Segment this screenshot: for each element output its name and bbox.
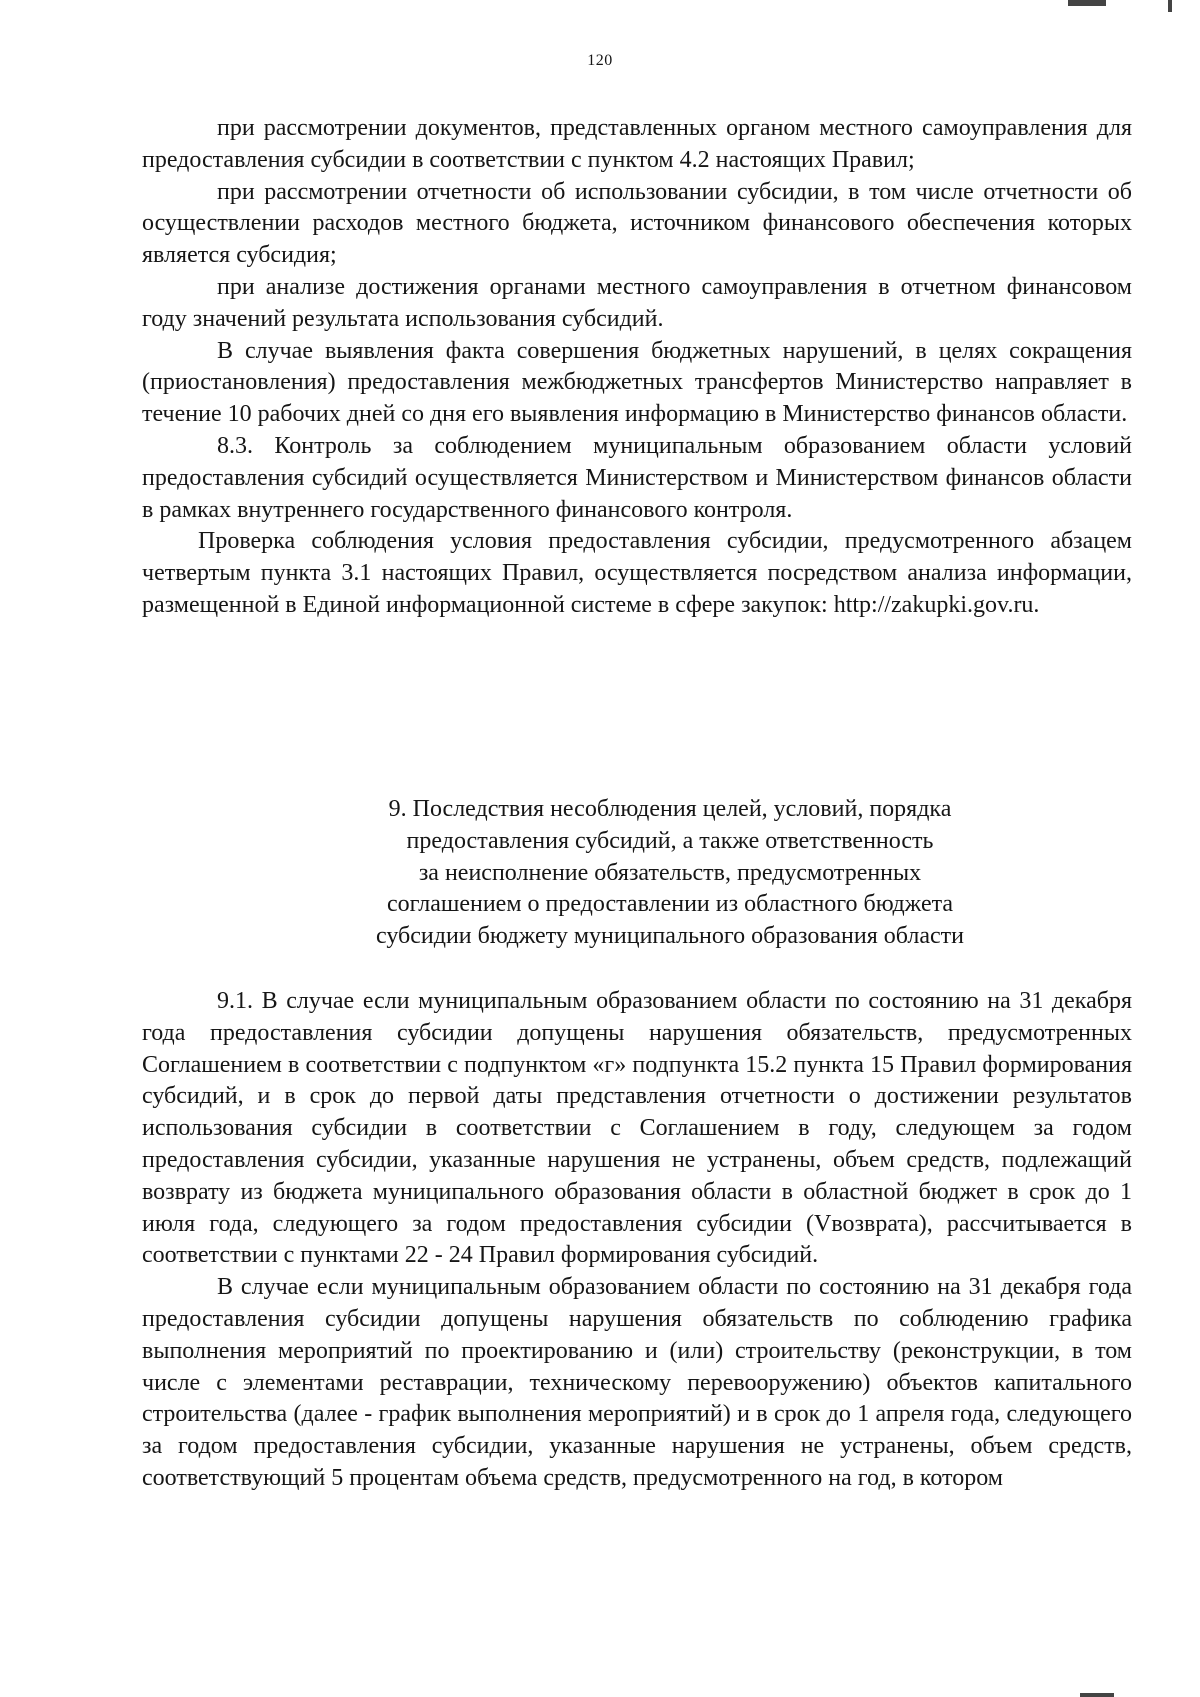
paragraph: 8.3. Контроль за соблюдением муниципальным образованием области условий предоставления субсидий осуществляется Министерством и Министерством финансов области в рамках внутреннего государственного финансового контроля. <box>142 432 1132 523</box>
heading-line: за неисполнение обязательств, предусмотренных <box>418 859 922 886</box>
text-block-section-9 <box>142 986 1132 1495</box>
section-9-heading <box>300 794 1040 953</box>
heading-line: 9. Последствия несоблюдения целей, условий, порядка <box>388 796 952 822</box>
paragraph: 9.1. В случае если муниципальным образованием области по состоянию на 31 декабря года предоставления субсидии допущены нарушения обязательств, предусмотренных Соглашением в соответствии с подпунктом «г» подпункта 15.2 пункта 15 Правил формирования субсидий, и в срок до первой даты представления отчетности о достижении результатов использования субсидии в соответствии с Соглашением в году, следующем за годом предоставления субсидии, указанные нарушения не устранены, объем средств, подлежащий возврату из бюджета муниципального образования области в областной бюджет в срок до 1 июля года, следующего за годом предоставления субсидии (Vвозврата), рассчитывается в соответствии с пунктами 22 - 24 Правил формирования субсидий. <box>142 988 1132 1269</box>
heading-line: субсидии бюджету муниципального образования области <box>376 923 964 950</box>
scan-edge-mark <box>1080 1693 1114 1697</box>
paragraph: В случае если муниципальным образованием области по состоянию на 31 декабря года предоставления субсидии допущены нарушения обязательств по соблюдению графика выполнения мероприятий по проектированию и (или) строительству (реконструкции, в том числе с элементами реставрации, техническому перевооружению) объектов капитального строительства (далее - график выполнения мероприятий) и в срок до 1 апреля года, следующего за годом предоставления субсидии, указанные нарушения не устранены, объем средств, соответствующий 5 процентам объема средств, предусмотренного на год, в котором <box>142 1274 1132 1491</box>
paragraph: Проверка соблюдения условия предоставления субсидии, предусмотренного абзацем четвертым пункта 3.1 настоящих Правил, осуществляется посредством анализа информации, размещенной в Единой информационной системе в сфере закупок: http://zakupki.gov.ru. <box>142 528 1132 618</box>
heading-line: предоставления субсидий, а также ответственность <box>406 827 934 854</box>
page-number: 120 <box>587 52 613 69</box>
paragraph: при рассмотрении документов, представленных органом местного самоуправления для предоставления субсидии в соответствии с пунктом 4.2 настоящих Правил; <box>142 115 1132 173</box>
paragraph: при анализе достижения органами местного самоуправления в отчетном финансовом году значений результата использования субсидий. <box>142 273 1132 332</box>
scan-edge-mark <box>1068 0 1106 6</box>
paragraph: при рассмотрении отчетности об использовании субсидии, в том числе отчетности об осуществлении расходов местного бюджета, источником финансового обеспечения которых является субсидия; <box>142 178 1132 269</box>
scan-edge-mark <box>1168 0 1172 12</box>
paragraph: В случае выявления факта совершения бюджетных нарушений, в целях сокращения (приостановления) предоставления межбюджетных трансфертов Министерство направляет в течение 10 рабочих дней со дня его выявления информацию в Министерство финансов области. <box>142 337 1132 428</box>
heading-line: соглашением о предоставлении из областного бюджета <box>386 891 954 918</box>
text-block-section-8 <box>142 113 1132 622</box>
